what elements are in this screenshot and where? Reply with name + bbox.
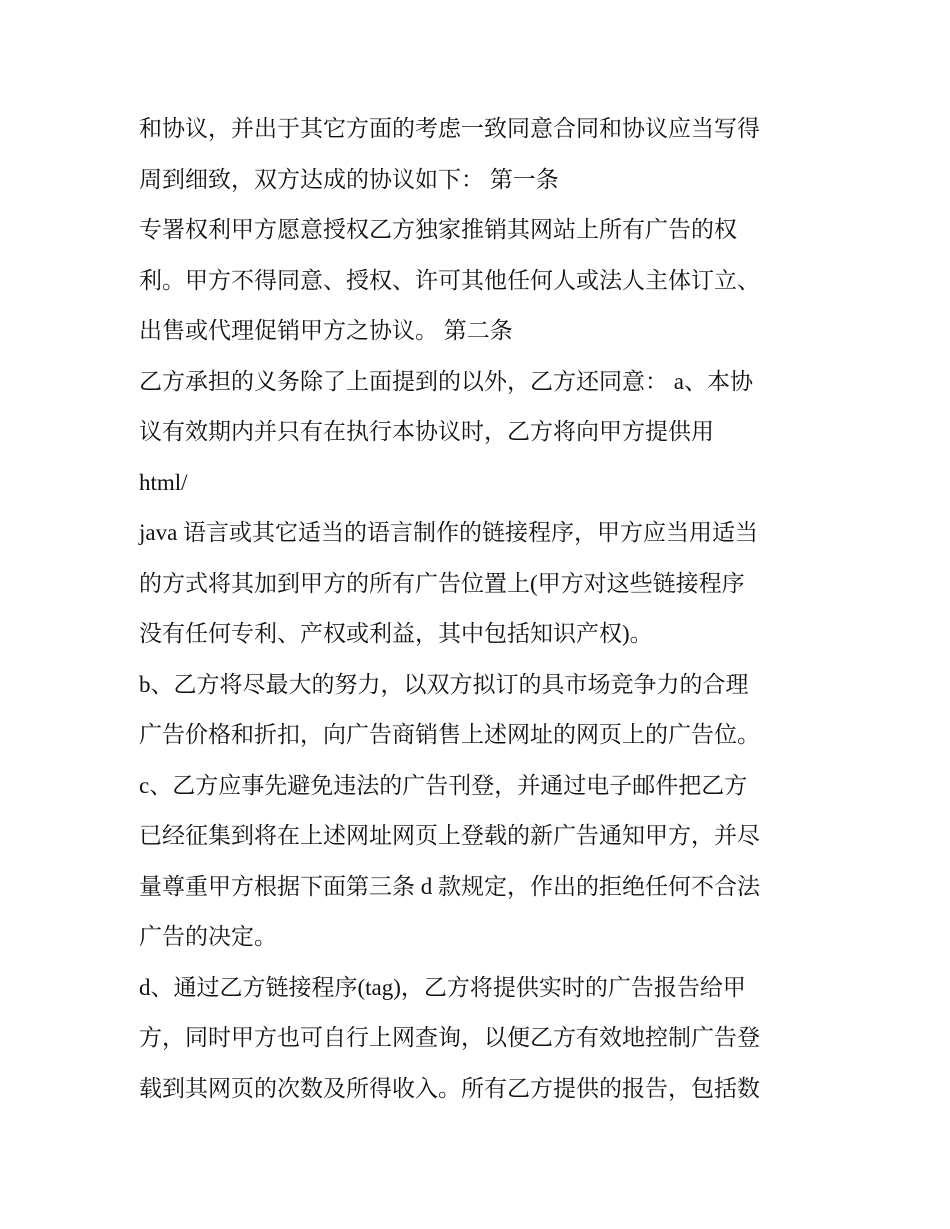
document-body (139, 104, 829, 1114)
text-line: c、乙方应事先避免违法的广告刊登，并通过电子邮件把乙方 (139, 772, 748, 798)
text-line: 量尊重甲方根据下面第三条 d 款规定，作出的拒绝任何不合法 (139, 873, 760, 899)
text-line: java 语言或其它适当的语言制作的链接程序，甲方应当用适当 (139, 520, 759, 545)
text-line: 乙方承担的义务除了上面提到的以外，乙方还同意： a、本协 (139, 368, 753, 394)
text-line: d、通过乙方链接程序(tag)，乙方将提供实时的广告报告给甲 (139, 974, 746, 1000)
text-line: 没有任何专利、产权或利益，其中包括知识产权)。 (139, 621, 653, 646)
text-line: 议有效期内并只有在执行本协议时，乙方将向甲方提供用 (139, 419, 714, 444)
text-line: 出售或代理促销甲方之协议。 第二条 (139, 318, 513, 343)
text-line: 周到细致，双方达成的协议如下： 第一条 (139, 166, 559, 192)
text-line: 的方式将其加到甲方的所有广告位置上(甲方对这些链接程序 (139, 570, 745, 596)
text-line: 广告价格和折扣，向广告商销售上述网址的网页上的广告位。 (139, 722, 760, 747)
text-line: 专署权利甲方愿意授权乙方独家推销其网站上所有广告的权 (139, 217, 737, 242)
text-line: 利。甲方不得同意、授权、许可其他任何人或法人主体订立、 (139, 267, 760, 293)
text-line: 载到其网页的次数及所得收入。所有乙方提供的报告，包括数 (139, 1075, 760, 1101)
text-line: 方，同时甲方也可自行上网查询，以便乙方有效地控制广告登 (139, 1025, 760, 1050)
text-line: 广告的决定。 (139, 924, 277, 949)
text-line: html/ (139, 469, 188, 495)
text-line: b、乙方将尽最大的努力，以双方拟订的具市场竞争力的合理 (139, 671, 749, 697)
text-line: 和协议，并出于其它方面的考虑一致同意合同和协议应当写得 (139, 116, 760, 141)
text-line: 已经征集到将在上述网址网页上登载的新广告通知甲方，并尽 (139, 823, 760, 848)
